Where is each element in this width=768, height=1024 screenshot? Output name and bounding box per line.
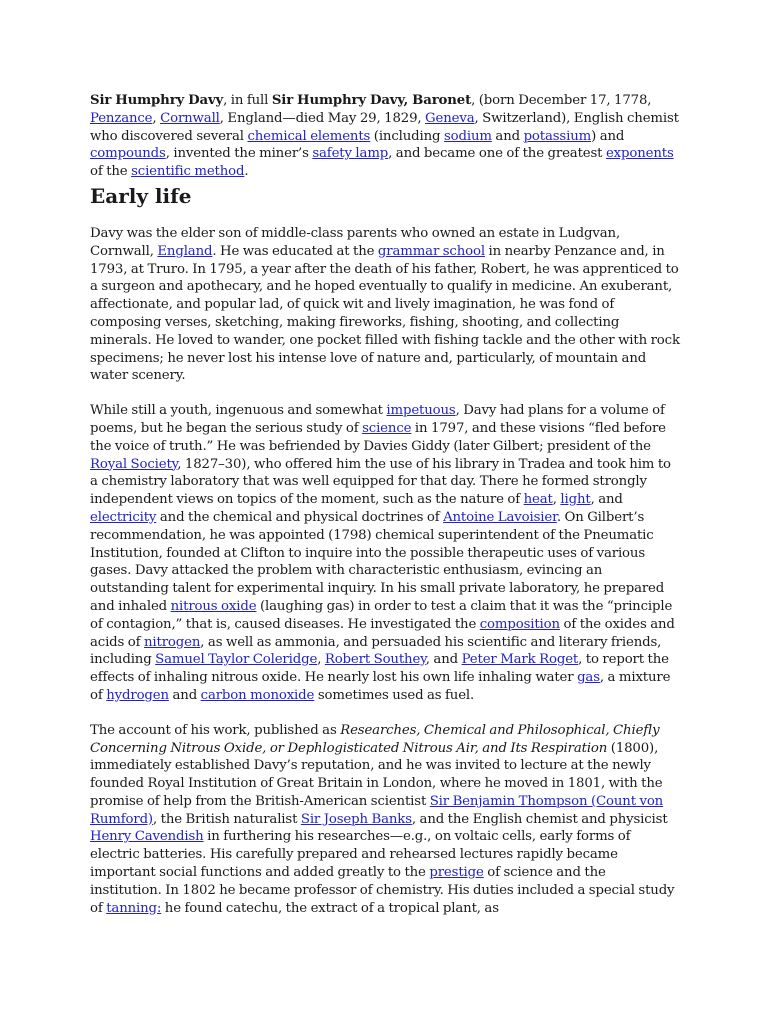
text-run: , a mixture of — [90, 670, 671, 703]
text-run: (including — [370, 128, 444, 144]
link-composition[interactable]: composition — [479, 616, 560, 632]
link-science[interactable]: science — [362, 420, 412, 436]
text-run: , as well as ammonia, and persuaded his scientific and literary friends, including — [90, 634, 662, 668]
text-run: , and became one of the greatest — [388, 146, 606, 162]
text-run: and the chemical and physical doctrines of — [156, 509, 444, 525]
text-run: he found catechu, the extract of a tropical plant, as — [161, 900, 499, 916]
bold-text: Sir Humphry Davy, Baronet — [271, 93, 472, 108]
text-run: in furthering his researches—e.g., on voltaic cells, early forms of electric batteries. His carefully prepared and rehearsed lectures rapidly became important social functions and added greatly to the — [90, 829, 631, 881]
link-safety-lamp[interactable]: safety lamp — [312, 146, 389, 162]
text-run: , Davy had plans for a volume of poems, but he began the serious study of — [90, 403, 665, 436]
text-run: , Switzerland), English chemist who discovered several — [90, 110, 679, 144]
link-compounds[interactable]: compounds — [90, 146, 166, 162]
link-henry-cavendish[interactable]: Henry Cavendish — [90, 829, 204, 845]
bold-text: Sir Humphry Davy — [90, 93, 224, 108]
italic-title: Researches, Chemical and Philosophical, Chiefly Concerning Nitrous Oxide, or Dephlogisticated Nitrous Air, and Its Respiration — [90, 722, 660, 756]
text-run: . He was educated at the — [212, 243, 378, 259]
text-run: of science and the institution. In 1802 he became professor of chemistry. His duties included a special study of — [90, 865, 675, 916]
text-run: , — [152, 110, 161, 126]
link-light[interactable]: light — [560, 492, 591, 508]
text-run: , (born December 17, 1778, — [471, 93, 652, 108]
text-run: , invented the miner’s — [165, 146, 313, 162]
text-run: sometimes used as fuel. — [314, 687, 475, 703]
link-nitrogen[interactable]: nitrogen — [144, 634, 201, 650]
link-samuel-taylor-coleridge[interactable]: Samuel Taylor Coleridge — [155, 652, 318, 668]
section-heading-early-life: Early life — [90, 183, 192, 208]
link-scientific-method[interactable]: scientific method — [131, 164, 245, 180]
link-nitrous-oxide[interactable]: nitrous oxide — [170, 598, 257, 614]
link-sir-benjamin-thompson-count-von-rumford[interactable]: Sir Benjamin Thompson (Count von Rumford) — [90, 793, 664, 827]
text-run: in nearby Penzance and, in 1793, at Truro. In 1795, a year after the death of his father, Robert, he was apprenticed to a surgeon and apothecary, and he hoped eventually to qualify in medicine. An exuberant, affectionate, and popular lad, of quick wit and lively imagination, he was fond of composing verses, sketching, making fireworks, fishing, shooting, and collecting minerals. He loved to wander, one pocket filled with fishing tackle and the other with rock specimens; he never lost his intense love of nature and, particularly, of mountain and water scenery. — [90, 243, 680, 384]
link-gas[interactable]: gas — [577, 670, 600, 686]
text-run: of the oxides and acids of — [90, 616, 675, 650]
link-carbon-monoxide[interactable]: carbon monoxide — [200, 687, 315, 703]
link-robert-southey[interactable]: Robert Southey — [324, 652, 426, 668]
text-run: , — [552, 492, 561, 508]
link-electricity[interactable]: electricity — [90, 509, 157, 525]
link-sodium[interactable]: sodium — [443, 128, 492, 144]
text-run: (laughing gas) in order to test a claim that it was the “principle of contagion,” that is, caused diseases. He investigated the — [90, 598, 673, 632]
body-paragraph-3 — [90, 722, 680, 918]
article — [90, 92, 680, 917]
text-run: , the British naturalist — [152, 811, 301, 827]
link-geneva[interactable]: Geneva — [425, 110, 475, 126]
link-chemical-elements[interactable]: chemical elements — [247, 128, 371, 144]
text-run: and — [491, 128, 524, 144]
text-run: , in full — [223, 93, 272, 108]
link-heat[interactable]: heat — [523, 492, 553, 508]
text-run: of the — [90, 164, 132, 180]
intro-paragraph — [90, 92, 680, 181]
text-run: , and — [425, 652, 462, 668]
body-paragraph-2 — [90, 402, 680, 705]
text-run: in 1797, and these visions “fled before the voice of truth.” He was befriended by Davies Giddy (later Gilbert; president of the — [90, 420, 666, 454]
text-run: ) and — [591, 128, 625, 144]
link-tanning[interactable]: tanning: — [106, 900, 162, 916]
link-penzance[interactable]: Penzance — [90, 110, 153, 126]
link-prestige[interactable]: prestige — [429, 865, 484, 881]
text-run: , and the English chemist and physicist — [411, 811, 668, 827]
link-impetuous[interactable]: impetuous — [386, 403, 456, 419]
link-potassium[interactable]: potassium — [523, 128, 592, 144]
text-run: The account of his work, published as — [90, 722, 341, 738]
text-run: , and — [590, 492, 623, 508]
link-exponents[interactable]: exponents — [605, 146, 674, 162]
text-run: , 1827–30), who offered him the use of his library in Tradea and took him to a chemistry laboratory that was well equipped for that day. There he formed strongly independent views on topics of the moment, such as the nature of — [90, 456, 671, 508]
text-run: While still a youth, ingenuous and somewhat — [90, 403, 387, 419]
text-run: (1800), immediately established Davy’s reputation, and he was invited to lecture at the newly founded Royal Institution of Great Britain in London, where he moved in 1801, with the promise of help from the British-American scientist — [90, 740, 663, 809]
text-run: , — [317, 652, 325, 668]
link-antoine-lavoisier[interactable]: Antoine Lavoisier — [443, 509, 557, 525]
text-run: . On Gilbert’s recommendation, he was appointed (1798) chemical superintendent of the Pneumatic Institution, founded at Clifton to inquire into the possible therapeutic uses of various gases. Davy attacked the problem with characteristic enthusiasm, evincing an outstanding talent for experimental inquiry. In his small private laboratory, he prepared and inhaled — [90, 509, 665, 614]
text-run: and — [168, 687, 201, 703]
link-cornwall[interactable]: Cornwall — [160, 110, 220, 126]
link-peter-mark-roget[interactable]: Peter Mark Roget — [461, 652, 579, 668]
text-run: . — [244, 164, 249, 180]
text-run: , England—died May 29, 1829, — [219, 110, 426, 126]
text-run: , to report the effects of inhaling nitrous oxide. He nearly lost his own life inhaling water — [90, 652, 669, 686]
link-royal-society[interactable]: Royal Society — [90, 456, 178, 472]
link-sir-joseph-banks[interactable]: Sir Joseph Banks — [300, 811, 412, 827]
link-england[interactable]: England — [157, 243, 213, 259]
link-hydrogen[interactable]: hydrogen — [106, 687, 169, 703]
link-grammar-school[interactable]: grammar school — [377, 243, 485, 259]
body-paragraph-1 — [90, 225, 680, 385]
text-run: Davy was the elder son of middle-class parents who owned an estate in Ludgvan, Cornwall, — [90, 225, 621, 259]
